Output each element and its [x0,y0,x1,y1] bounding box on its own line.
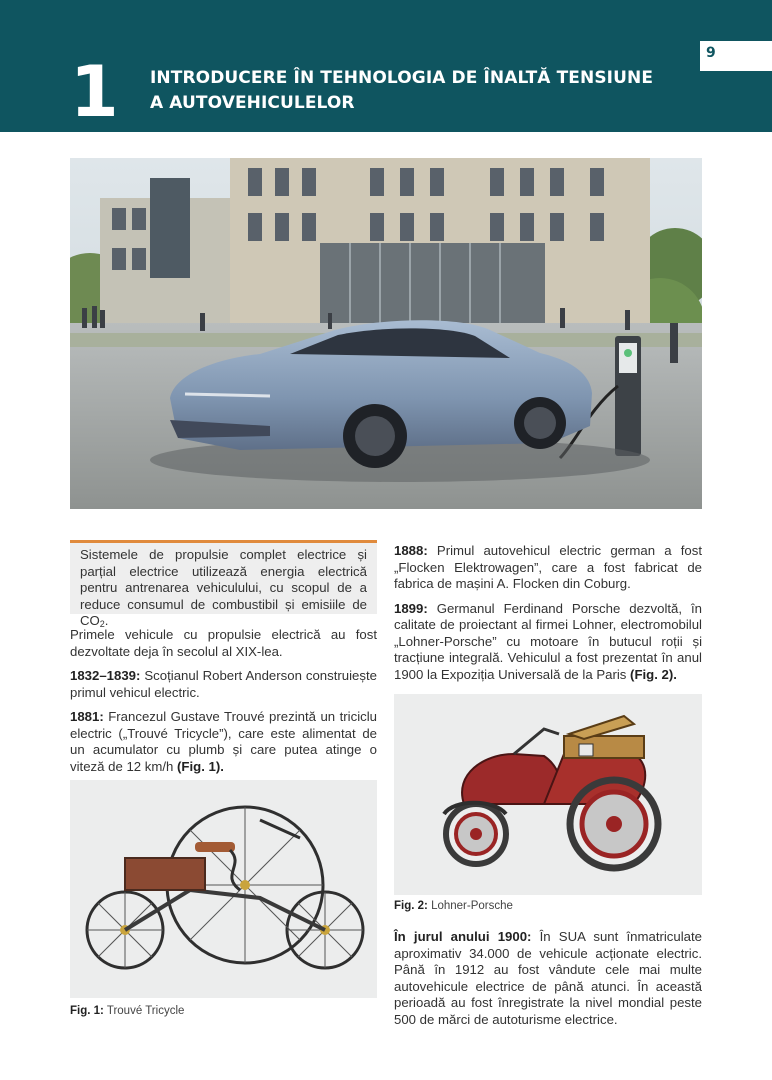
text-1832: Scoțianul Robert Anderson construiește primul vehicul electric. [70,668,377,700]
paragraph-1899 [394,601,702,684]
text-1899: Germanul Ferdinand Porsche dezvoltă, în calitate de proiectant al firmei Lohner, electromobilul „Lohner-Porsche” cu motoare în butucul roții și tracțiune integrală. Vehiculul a fost prezentat în anul 1900 la Expoziția Universală de la Paris [394,600,702,682]
right-column-lower [394,929,702,1036]
figure1-caption [70,1005,184,1017]
ref-fig1: (Fig. 1). [177,758,224,774]
callout-text: Sistemele de propulsie complet electrice și parțial electrice utilizează energia electrică pentru antrenarea vehiculului, cu scopul de a reduce consumul de combustibil și emisiile de CO [80,547,367,628]
callout-end: . [104,613,109,628]
label-1900: În jurul anului 1900: [394,929,532,944]
figure2-label: Fig. 2: [394,900,428,912]
summary-callout [70,540,377,629]
page-number: 9 [706,45,716,61]
paragraph-1881 [70,709,377,775]
paragraph-1832 [70,668,377,701]
electric-car-charging-illustration [70,158,702,509]
figure1-label: Fig. 1: [70,1005,104,1017]
label-1881: 1881: [70,709,104,724]
ref-fig2: (Fig. 2). [630,666,677,682]
text-1881: Francezul Gustave Trouvé prezintă un triciclu electric („Trouvé Tricycle”), care este alimentat de un acumulator cu plumb și care putea atinge o viteză de 12 km/h [70,709,377,774]
chapter-title [150,66,690,116]
tricycle-illustration [70,780,377,998]
text-1888: Primul autovehicul electric german a fost „Flocken Elektrowagen”, care a fost fabricat de fabrica de mașini A. Flocken din Coburg. [394,543,702,591]
figure2-caption [394,900,513,912]
chapter-title-line1: INTRODUCERE ÎN TEHNOLOGIA DE ÎNALTĂ TENSIUNE [150,68,654,88]
text-1900: În SUA sunt înmatriculate aproximativ 34.000 de vehicule acționate electric. Până în 1912 au fost vândute cele mai multe autovehicule electrice de până atunci. În această perioadă au fost înregistrate la nivel mondial peste 500 de mărci de autoturisme electrice. [394,929,702,1027]
paragraph-1900 [394,929,702,1028]
label-1899: 1899: [394,600,428,616]
label-1888: 1888: [394,543,428,558]
left-column [70,627,377,783]
paragraph-1888 [394,543,702,593]
figure-trouve-tricycle [70,780,377,998]
figure1-caption-text: Trouvé Tricycle [103,1005,185,1017]
right-column [394,543,702,691]
chapter-number: 1 [70,51,119,133]
label-1832: 1832–1839: [70,668,141,683]
callout-subscript: 2 [99,619,105,629]
lohner-porsche-illustration [394,694,702,895]
figure-lohner-porsche [394,694,702,895]
intro-paragraph [70,627,377,660]
chapter-title-line2: A AUTOVEHICULELOR [150,93,355,113]
intro-text: Primele vehicule cu propulsie electrică au fost dezvoltate deja în secolul al XIX-lea. [70,627,377,659]
hero-image [70,158,702,509]
figure2-caption-text: Lohner-Porsche [427,900,513,912]
